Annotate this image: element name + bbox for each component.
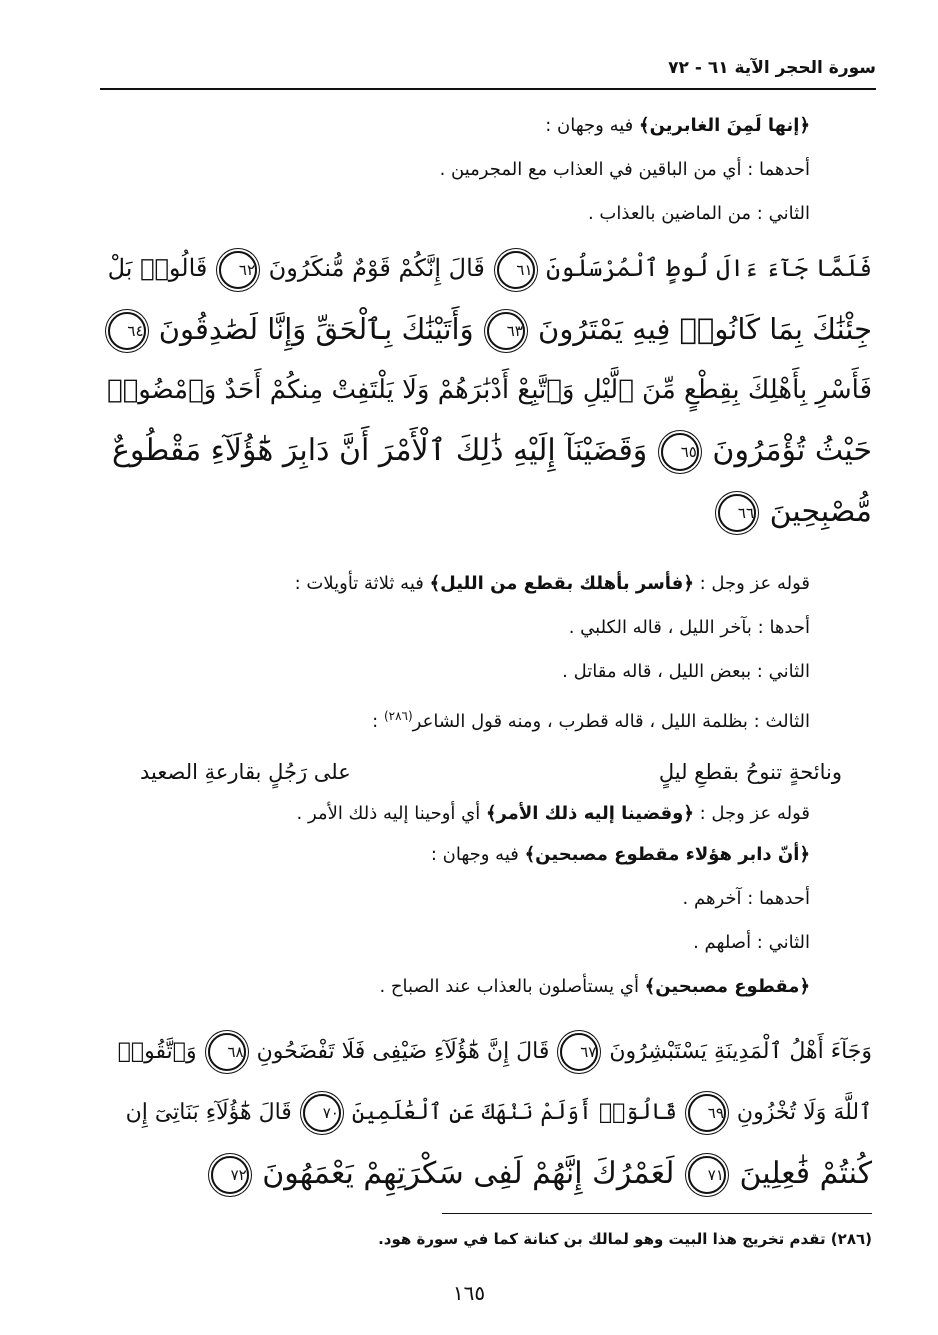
footnote: (٢٨٦) تقدم تخريج هذا البيت وهو لمالك بن كنانة كما في سورة هود. bbox=[378, 1230, 872, 1248]
page-number: ١٦٥ bbox=[452, 1281, 486, 1305]
commentary-section-1 bbox=[100, 104, 810, 236]
commentary-section-3 bbox=[100, 795, 810, 1009]
running-header bbox=[100, 58, 876, 86]
commentary-text: الثالث : بظلمة الليل ، قاله قطرب ، ومنه قول الشاعر bbox=[412, 711, 810, 732]
quran-block-2 bbox=[98, 1022, 872, 1205]
verse-text: كُنتُمْ فَٰعِلِينَ bbox=[739, 1156, 872, 1191]
ayah-number-marker: ٦١ bbox=[497, 251, 535, 289]
commentary-line bbox=[100, 795, 810, 833]
commentary-line bbox=[100, 965, 810, 1009]
commentary-text: فيه وجهان : bbox=[430, 844, 525, 865]
commentary-text: قوله عز وجل : bbox=[693, 573, 810, 594]
poem-hemistich-first: ونائحةٍ تنوحُ بقطعِ ليلٍ bbox=[658, 760, 842, 784]
quran-block-1 bbox=[98, 238, 872, 543]
ayah-number-marker: ٧٢ bbox=[211, 1156, 249, 1194]
footnote-rule bbox=[442, 1213, 872, 1214]
poetry-verse bbox=[140, 760, 842, 800]
ayah-number-marker: ٦٤ bbox=[108, 312, 146, 350]
ayah-number-marker: ٦٦ bbox=[718, 494, 756, 532]
quran-line bbox=[98, 1022, 872, 1083]
verse-text: وَجَآءَ أَهْلُ ٱلْمَدِينَةِ يَسْتَبْشِرُونَ bbox=[609, 1039, 872, 1064]
verse-text: قَالُوٓا۟ أَوَلَمْ نَنْهَكَ عَنِ ٱلْعَٰلَمِينَ bbox=[351, 1100, 677, 1125]
ayah-number-marker: ٦٧ bbox=[560, 1033, 598, 1071]
verse-text: جِئْنَٰكَ بِمَا كَانُوا۟ فِيهِ يَمْتَرُونَ bbox=[538, 312, 872, 346]
quran-line bbox=[98, 421, 872, 482]
ayah-number-marker: ٦٨ bbox=[208, 1033, 246, 1071]
quoted-verse: ﴿إنها لَمِنَ الغابرين﴾ bbox=[639, 115, 810, 136]
commentary-text: قوله عز وجل : bbox=[693, 803, 810, 824]
ayah-number-marker: ٧٠ bbox=[303, 1094, 341, 1132]
ayah-number-marker: ٦٢ bbox=[219, 251, 257, 289]
quran-line bbox=[98, 1144, 872, 1205]
quoted-verse: ﴿فأسر بأهلك بقطع من الليل﴾ bbox=[429, 573, 694, 594]
quran-line bbox=[98, 482, 872, 543]
commentary-line: الثاني : ببعض الليل ، قاله مقاتل . bbox=[562, 661, 810, 682]
verse-text: مُّصْبِحِينَ bbox=[769, 494, 872, 529]
commentary-line: أحدهما : آخرهم . bbox=[682, 888, 810, 909]
verse-text: فَلَمَّا جَآءَ ءَالَ لُوطٍ ٱلْمُرْسَلُونَ bbox=[546, 254, 872, 282]
commentary-line bbox=[100, 104, 810, 148]
verse-text: قَالَ إِنَّكُمْ قَوْمٌ مُّنكَرُونَ bbox=[268, 254, 485, 282]
verse-text: لَعَمْرُكَ إِنَّهُمْ لَفِى سَكْرَتِهِمْ يَعْمَهُونَ bbox=[262, 1156, 675, 1191]
quran-line bbox=[98, 1083, 872, 1144]
ayah-number-marker: ٦٣ bbox=[487, 312, 525, 350]
quran-line bbox=[98, 299, 872, 360]
poem-hemistich-second: على رَجُلٍ بقارعةِ الصعيد bbox=[140, 760, 351, 784]
commentary-text: فيه ثلاثة تأويلات : bbox=[294, 573, 430, 594]
commentary-text: : bbox=[372, 711, 384, 732]
ayah-number-marker: ٦٥ bbox=[661, 433, 699, 471]
commentary-line bbox=[100, 562, 810, 606]
verse-text: قَالَ هَٰٓؤُلَآءِ بَنَاتِىٓ إِن bbox=[125, 1100, 292, 1125]
commentary-line: الثاني : أصلهم . bbox=[693, 932, 810, 953]
commentary-line: أحدهما : أي من الباقين في العذاب مع المجرمين . bbox=[439, 159, 810, 180]
commentary-text: فيه وجهان : bbox=[545, 115, 640, 136]
commentary-line bbox=[100, 694, 810, 738]
header-title: سورة الحجر الآية ٦١ - ٧٢ bbox=[668, 58, 876, 78]
quoted-verse: ﴿أنّ دابر هؤلاء مقطوع مصبحين﴾ bbox=[524, 844, 810, 865]
quoted-verse: ﴿مقطوع مصبحين﴾ bbox=[644, 976, 810, 997]
verse-text: قَالَ إِنَّ هَٰٓؤُلَآءِ ضَيْفِى فَلَا تَفْضَحُونِ bbox=[256, 1039, 550, 1064]
ayah-number-marker: ٦٩ bbox=[688, 1094, 726, 1132]
quran-line bbox=[98, 238, 872, 299]
quran-line bbox=[98, 360, 872, 421]
verse-text: حَيْثُ تُؤْمَرُونَ bbox=[712, 433, 872, 468]
header-rule bbox=[100, 88, 876, 90]
commentary-line: أحدها : بآخر الليل ، قاله الكلبي . bbox=[568, 617, 810, 638]
verse-text: وَٱتَّقُوا۟ bbox=[117, 1039, 197, 1064]
verse-text: فَأَسْرِ بِأَهْلِكَ بِقِطْعٍ مِّنَ ٱلَّيْلِ وَٱتَّبِعْ أَدْبَٰرَهُمْ وَلَا يَلْتَفِتْ مِنكُمْ أَحَدٌ وَٱمْضُوا۟ bbox=[107, 375, 872, 405]
verse-text: قَالُوا۟ بَلْ bbox=[107, 254, 208, 282]
ayah-number-marker: ٧١ bbox=[688, 1156, 726, 1194]
verse-text: وَأَتَيْنَٰكَ بِٱلْحَقِّ وَإِنَّا لَصَٰدِقُونَ bbox=[158, 312, 474, 346]
verse-text: ٱللَّهَ وَلَا تُخْزُونِ bbox=[736, 1100, 872, 1125]
footnote-reference: (٢٨٦) bbox=[383, 709, 413, 723]
verse-text: وَقَضَيْنَآ إِلَيْهِ ذَٰلِكَ ٱلْأَمْرَ أَنَّ دَابِرَ هَٰٓؤُلَآءِ مَقْطُوعٌ bbox=[112, 433, 648, 468]
commentary-text: أي أوحينا إليه ذلك الأمر . bbox=[296, 803, 486, 824]
commentary-section-2 bbox=[100, 562, 810, 738]
commentary-line bbox=[100, 833, 810, 877]
commentary-text: أي يستأصلون بالعذاب عند الصباح . bbox=[379, 976, 645, 997]
commentary-line: الثاني : من الماضين بالعذاب . bbox=[587, 203, 810, 224]
quoted-verse: ﴿وقضينا إليه ذلك الأمر﴾ bbox=[485, 803, 694, 824]
